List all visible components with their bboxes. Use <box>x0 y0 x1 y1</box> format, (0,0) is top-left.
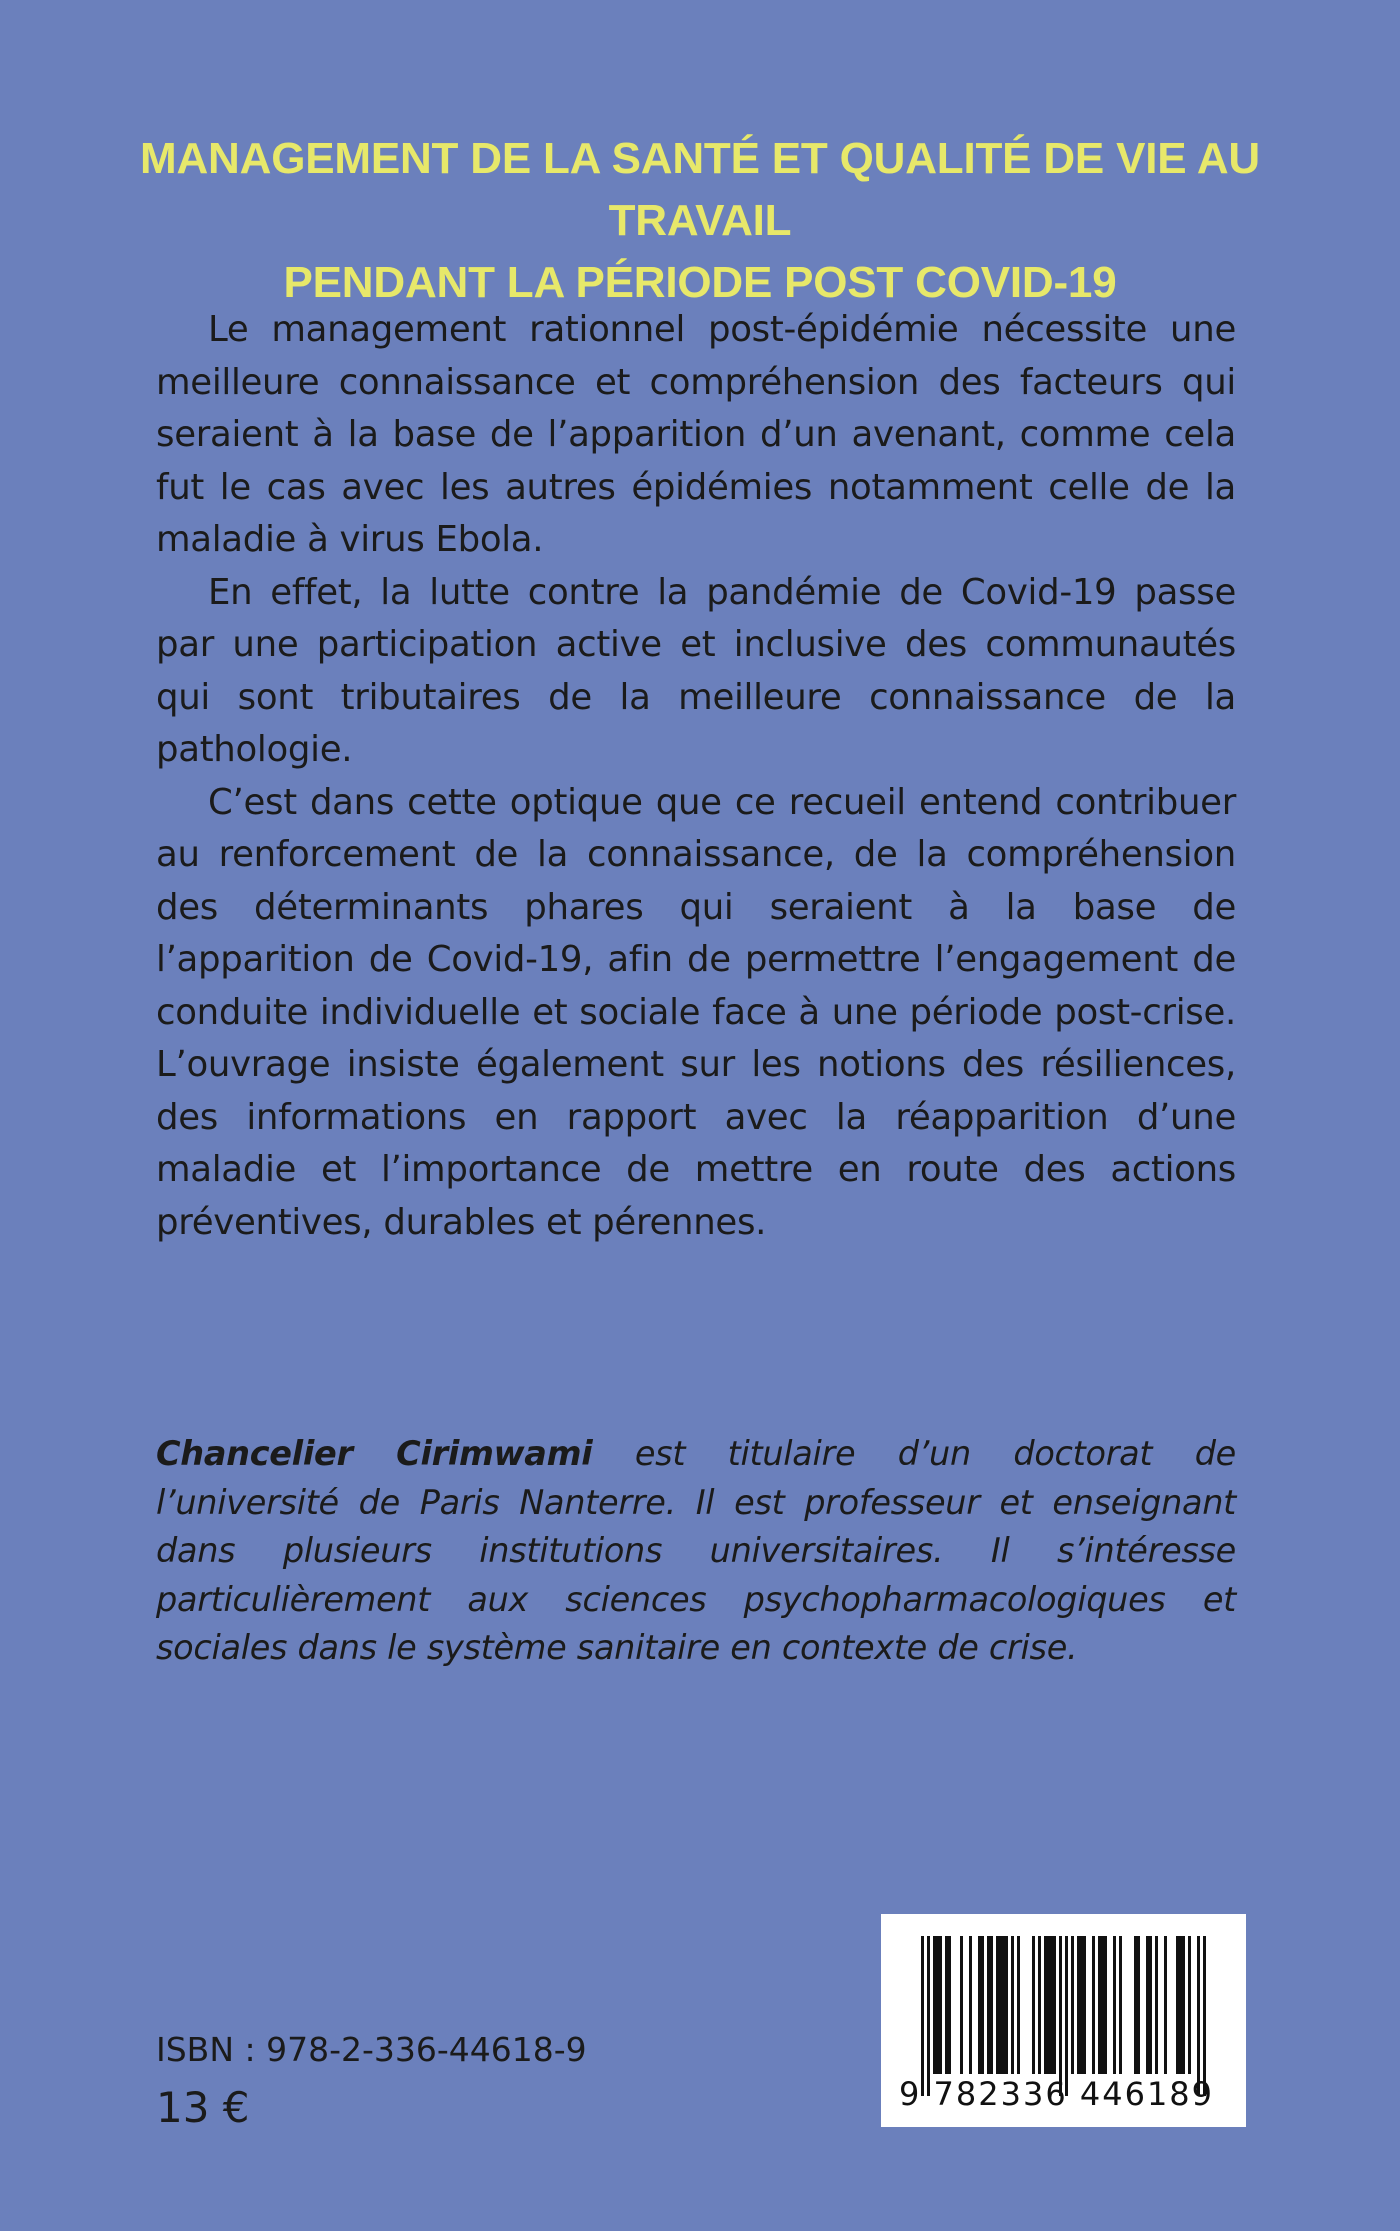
barcode-bar <box>927 1936 930 2096</box>
barcode-bar <box>1188 1936 1191 2074</box>
author-bio-text: est titulaire d’un doctorat de l’université de Paris Nanterre. Il est professeur et enseignant dans plusieurs institutions universitaires. Il s’intéresse particulièrement aux sciences psychopharmacologiques et sociales dans le système sanitaire en contexte de crise. <box>156 1434 1236 1667</box>
summary-paragraph-2: En effet, la lutte contre la pandémie de Covid-19 passe par une participation active et inclusive des communautés qui sont tributaires de la meilleure connaissance de la pathologie. <box>156 571 1236 770</box>
barcode-bar <box>1149 1936 1152 2074</box>
barcode-bar <box>936 1936 939 2074</box>
barcode-bar <box>1179 1936 1182 2074</box>
barcode-bar <box>1017 1936 1020 2074</box>
barcode-bar <box>1053 1936 1056 2074</box>
barcode-bar <box>969 1936 972 2074</box>
barcode-bar <box>987 1936 990 2074</box>
price-label: 13 € <box>156 2083 250 2132</box>
barcode-bar <box>1038 1936 1041 2074</box>
barcode-bar <box>939 1936 942 2074</box>
barcode-bar <box>990 1936 993 2074</box>
barcode-bar <box>999 1936 1002 2074</box>
barcode-bar <box>1050 1936 1053 2074</box>
barcode-bar <box>1065 1936 1068 2096</box>
barcode-bar <box>1104 1936 1107 2074</box>
barcode-bar <box>1164 1936 1167 2074</box>
book-title <box>120 128 1280 314</box>
barcode-bar <box>1098 1936 1101 2074</box>
barcode-bar <box>960 1936 963 2074</box>
barcode-bar <box>1101 1936 1104 2074</box>
barcode-bar <box>1011 1936 1014 2074</box>
barcode <box>881 1914 1246 2127</box>
book-summary <box>156 304 1236 1249</box>
barcode-bar <box>996 1936 999 2074</box>
barcode-bar <box>1080 1936 1083 2074</box>
barcode-digits: 9 782336 446189 <box>899 2075 1215 2113</box>
barcode-bar <box>1182 1936 1185 2074</box>
barcode-bar <box>1203 1936 1206 2096</box>
summary-paragraph-3: C’est dans cette optique que ce recueil entend contribuer au renforcement de la connaissance, de la compréhension des déterminants phares qui seraient à la base de l’apparition de Covid-19, afin de permettre l’engagement de conduite individuelle et sociale face à une période post-crise. L’ouvrage insiste également sur les notions des résiliences, des informations en rapport avec la réapparition d’une maladie et l’importance de mettre en route des actions préventives, durables et pérennes. <box>156 781 1236 1243</box>
barcode-bar <box>933 1936 936 2074</box>
author-bio <box>156 1430 1236 1673</box>
isbn-label: ISBN : 978-2-336-44618-9 <box>156 2030 587 2069</box>
book-title-line-1: MANAGEMENT DE LA SANTÉ ET QUALITÉ DE VIE AU TRAVAIL <box>140 134 1260 245</box>
barcode-bar <box>1071 1936 1074 2074</box>
barcode-bar <box>1113 1936 1116 2074</box>
barcode-bar <box>948 1936 951 2074</box>
barcode-bar <box>1077 1936 1080 2074</box>
barcode-bar <box>1197 1936 1200 2096</box>
barcode-bar <box>1083 1936 1086 2074</box>
barcode-bar <box>1047 1936 1050 2074</box>
barcode-bar <box>1137 1936 1140 2074</box>
barcode-bar <box>1134 1936 1137 2074</box>
barcode-bar <box>981 1936 984 2074</box>
barcode-bar <box>921 1936 924 2096</box>
barcode-bar <box>1059 1936 1062 2096</box>
barcode-bar <box>945 1936 948 2074</box>
author-name: Chancelier Cirimwami <box>156 1434 593 1473</box>
barcode-bar <box>1119 1936 1122 2074</box>
barcode-bar <box>1044 1936 1047 2074</box>
summary-paragraph-1: Le management rationnel post-épidémie nécessite une meilleure connaissance et compréhension des facteurs qui seraient à la base de l’apparition d’un avenant, comme cela fut le cas avec les autres épidémies notamment celle de la maladie à virus Ebola. <box>156 309 1236 560</box>
barcode-bar <box>1002 1936 1005 2074</box>
barcode-bar <box>1146 1936 1149 2074</box>
barcode-bar <box>1032 1936 1035 2074</box>
barcode-bar <box>1155 1936 1158 2074</box>
barcode-bar <box>978 1936 981 2074</box>
barcode-bar <box>1092 1936 1095 2074</box>
book-title-line-2: PENDANT LA PÉRIODE POST COVID-19 <box>283 258 1117 307</box>
barcode-bar <box>1176 1936 1179 2074</box>
barcode-bar <box>1005 1936 1008 2074</box>
